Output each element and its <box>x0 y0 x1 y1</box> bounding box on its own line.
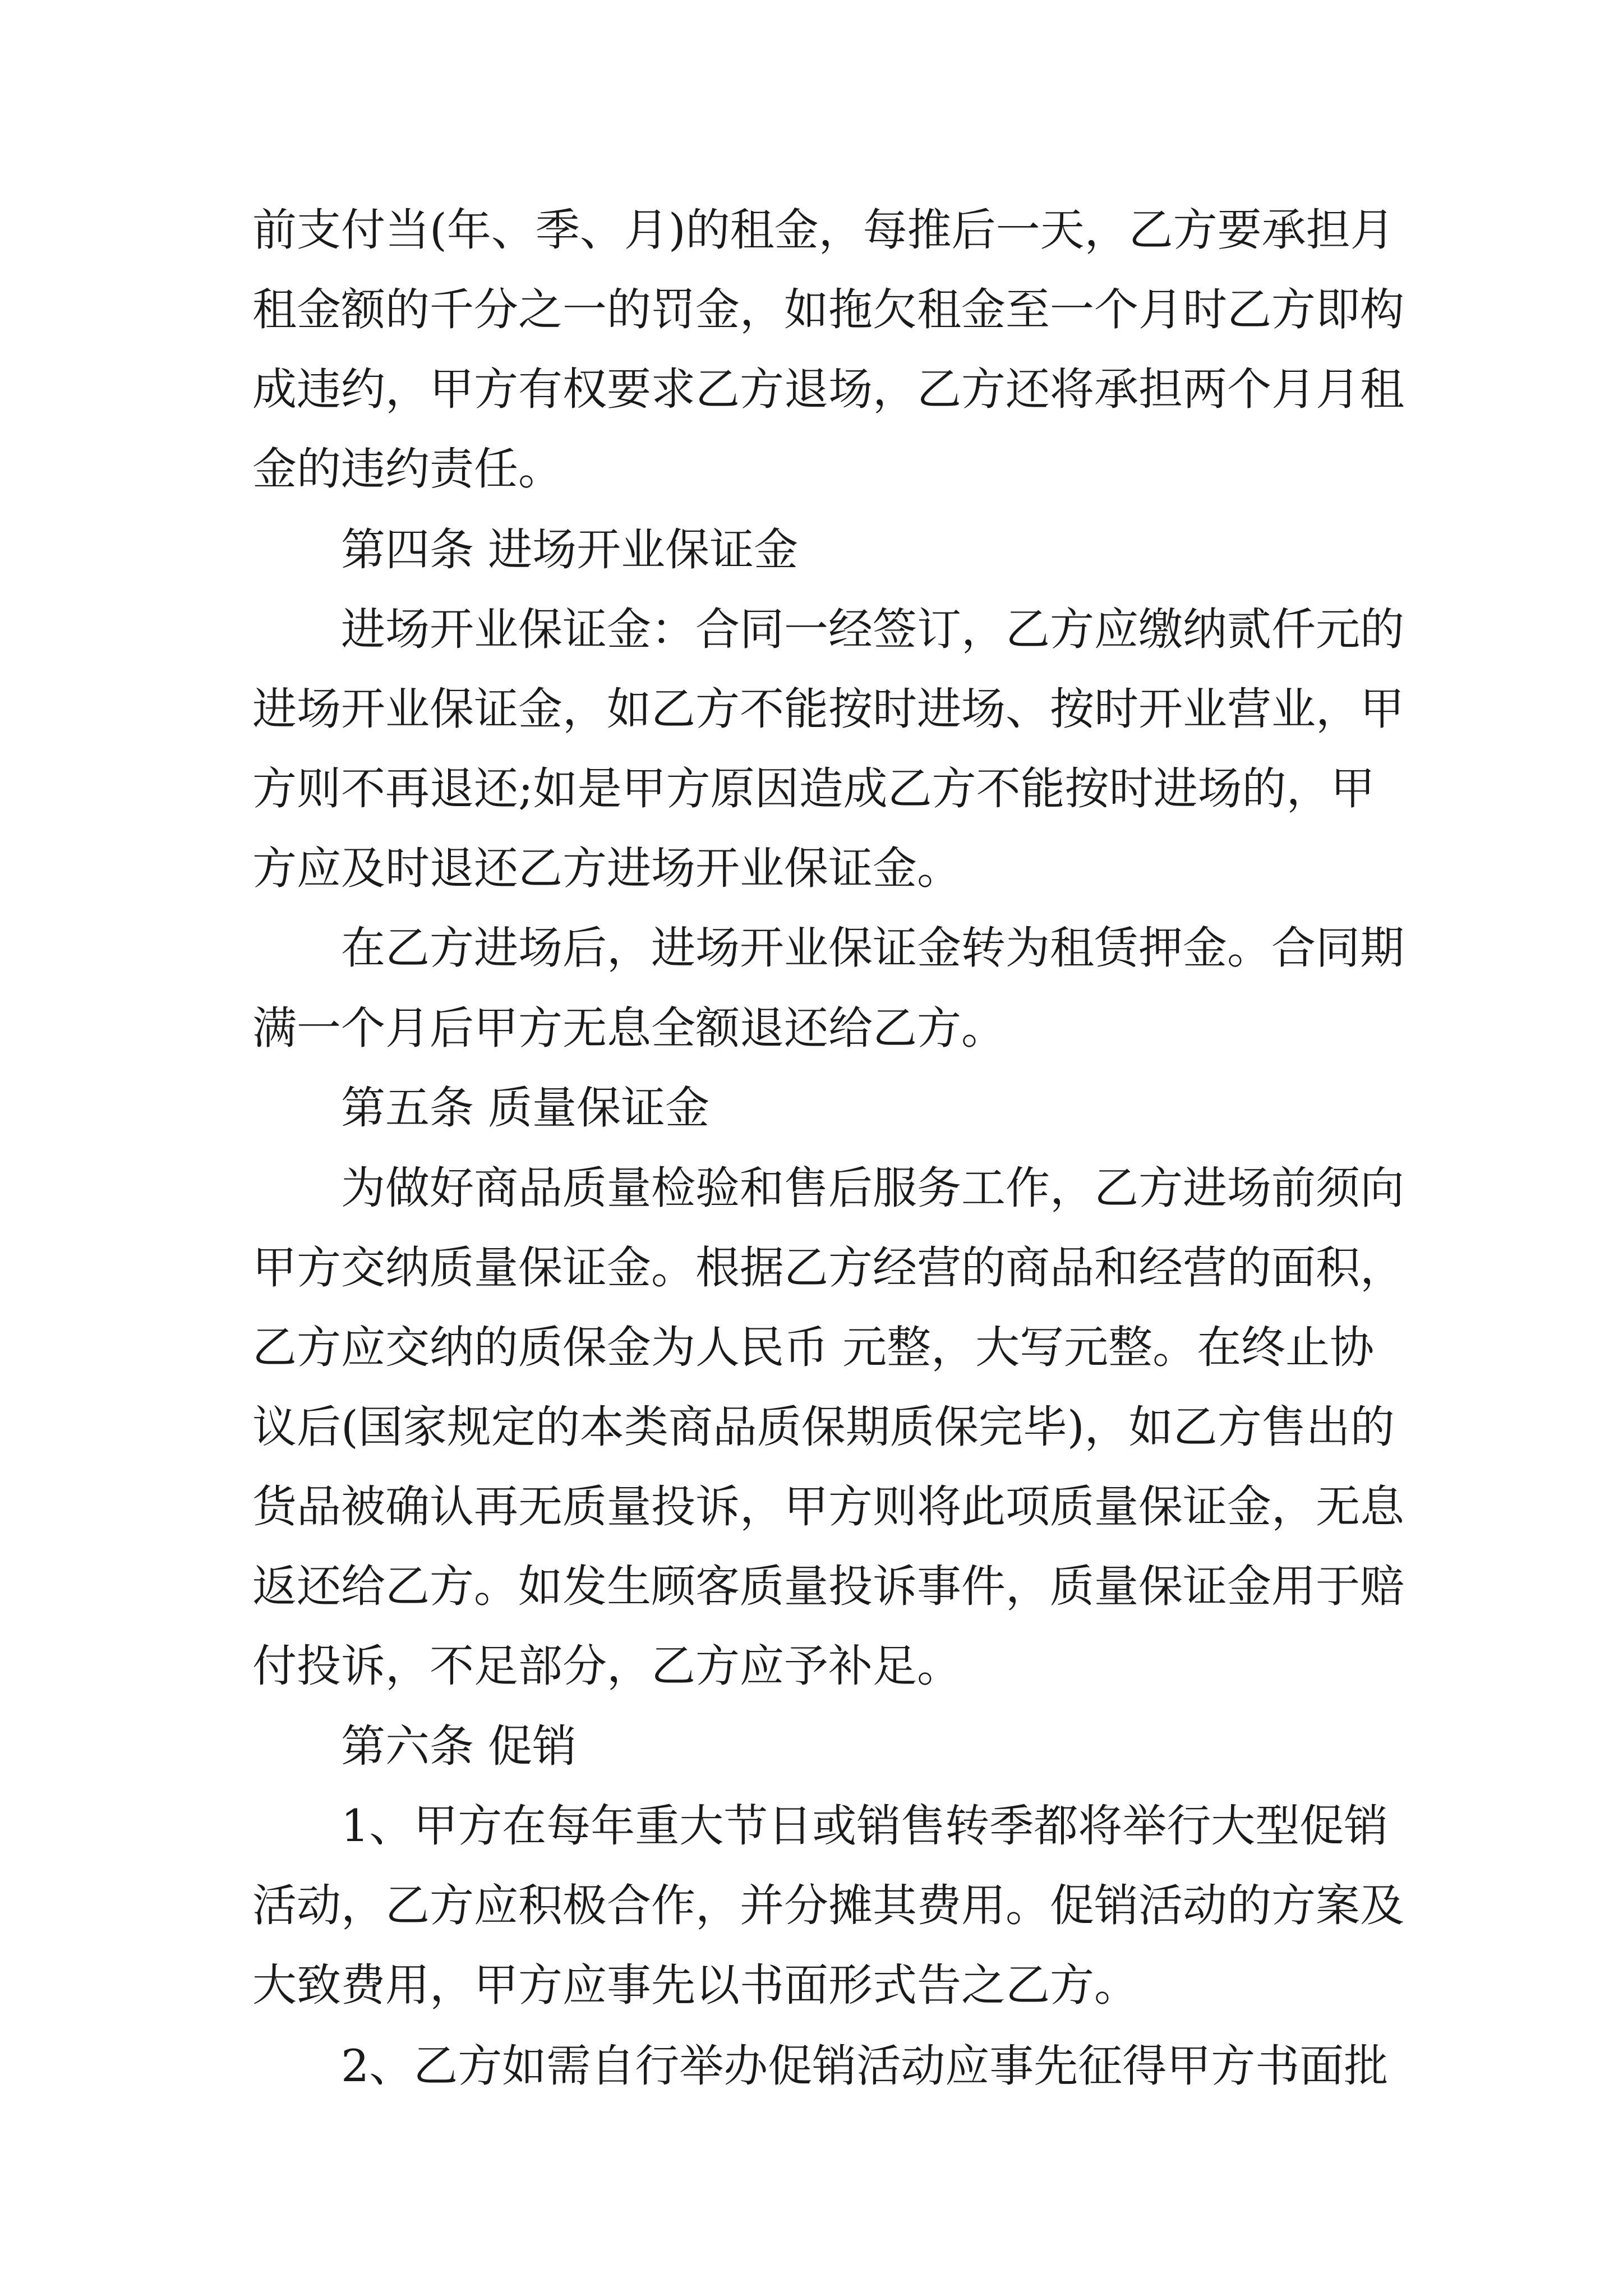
section-heading: 第四条 进场开业保证金 <box>341 524 799 576</box>
text-line: 为做好商品质量检验和售后服务工作，乙方进场前须向 <box>341 1162 1404 1214</box>
text-line: 进场开业保证金：合同一经签订，乙方应缴纳贰仟元的 <box>341 604 1404 655</box>
text-line: 活动，乙方应积极合作，并分摊其费用。促销活动的方案及 <box>252 1880 1404 1931</box>
text-line: 返还给乙方。如发生顾客质量投诉事件，质量保证金用于赔 <box>252 1561 1404 1612</box>
section-heading: 第六条 促销 <box>341 1720 577 1772</box>
text-line: 2、乙方如需自行举办促销活动应事先征得甲方书面批 <box>341 2040 1389 2092</box>
text-line: 乙方应交纳的质保金为人民币 元整，大写元整。在终止协 <box>252 1322 1375 1373</box>
text-line: 前支付当(年、季、月)的租金，每推后一天，乙方要承担月 <box>252 204 1395 256</box>
text-line: 满一个月后甲方无息全额退还给乙方。 <box>252 1002 1006 1054</box>
text-line: 付投诉，不足部分，乙方应予补足。 <box>252 1640 961 1692</box>
text-line: 进场开业保证金，如乙方不能按时进场、按时开业营业，甲 <box>252 683 1404 735</box>
text-line: 货品被确认再无质量投诉，甲方则将此项质量保证金，无息 <box>252 1481 1404 1533</box>
text-line: 方应及时退还乙方进场开业保证金。 <box>252 843 961 894</box>
section-heading: 第五条 质量保证金 <box>341 1082 710 1134</box>
text-line: 议后(国家规定的本类商品质保期质保完毕)，如乙方售出的 <box>252 1401 1395 1453</box>
text-line: 甲方交纳质量保证金。根据乙方经营的商品和经营的面积， <box>252 1242 1404 1294</box>
text-line: 1、甲方在每年重大节日或销售转季都将举行大型促销 <box>341 1800 1389 1852</box>
text-line: 租金额的千分之一的罚金，如拖欠租金至一个月时乙方即构 <box>252 284 1404 335</box>
text-line: 在乙方进场后，进场开业保证金转为租赁押金。合同期 <box>341 922 1404 974</box>
text-line: 大致费用，甲方应事先以书面形式告之乙方。 <box>252 1959 1138 2011</box>
text-line: 成违约，甲方有权要求乙方退场，乙方还将承担两个月月租 <box>252 364 1404 415</box>
text-line: 方则不再退还;如是甲方原因造成乙方不能按时进场的，甲 <box>252 763 1375 815</box>
text-line: 金的违约责任。 <box>252 443 562 495</box>
